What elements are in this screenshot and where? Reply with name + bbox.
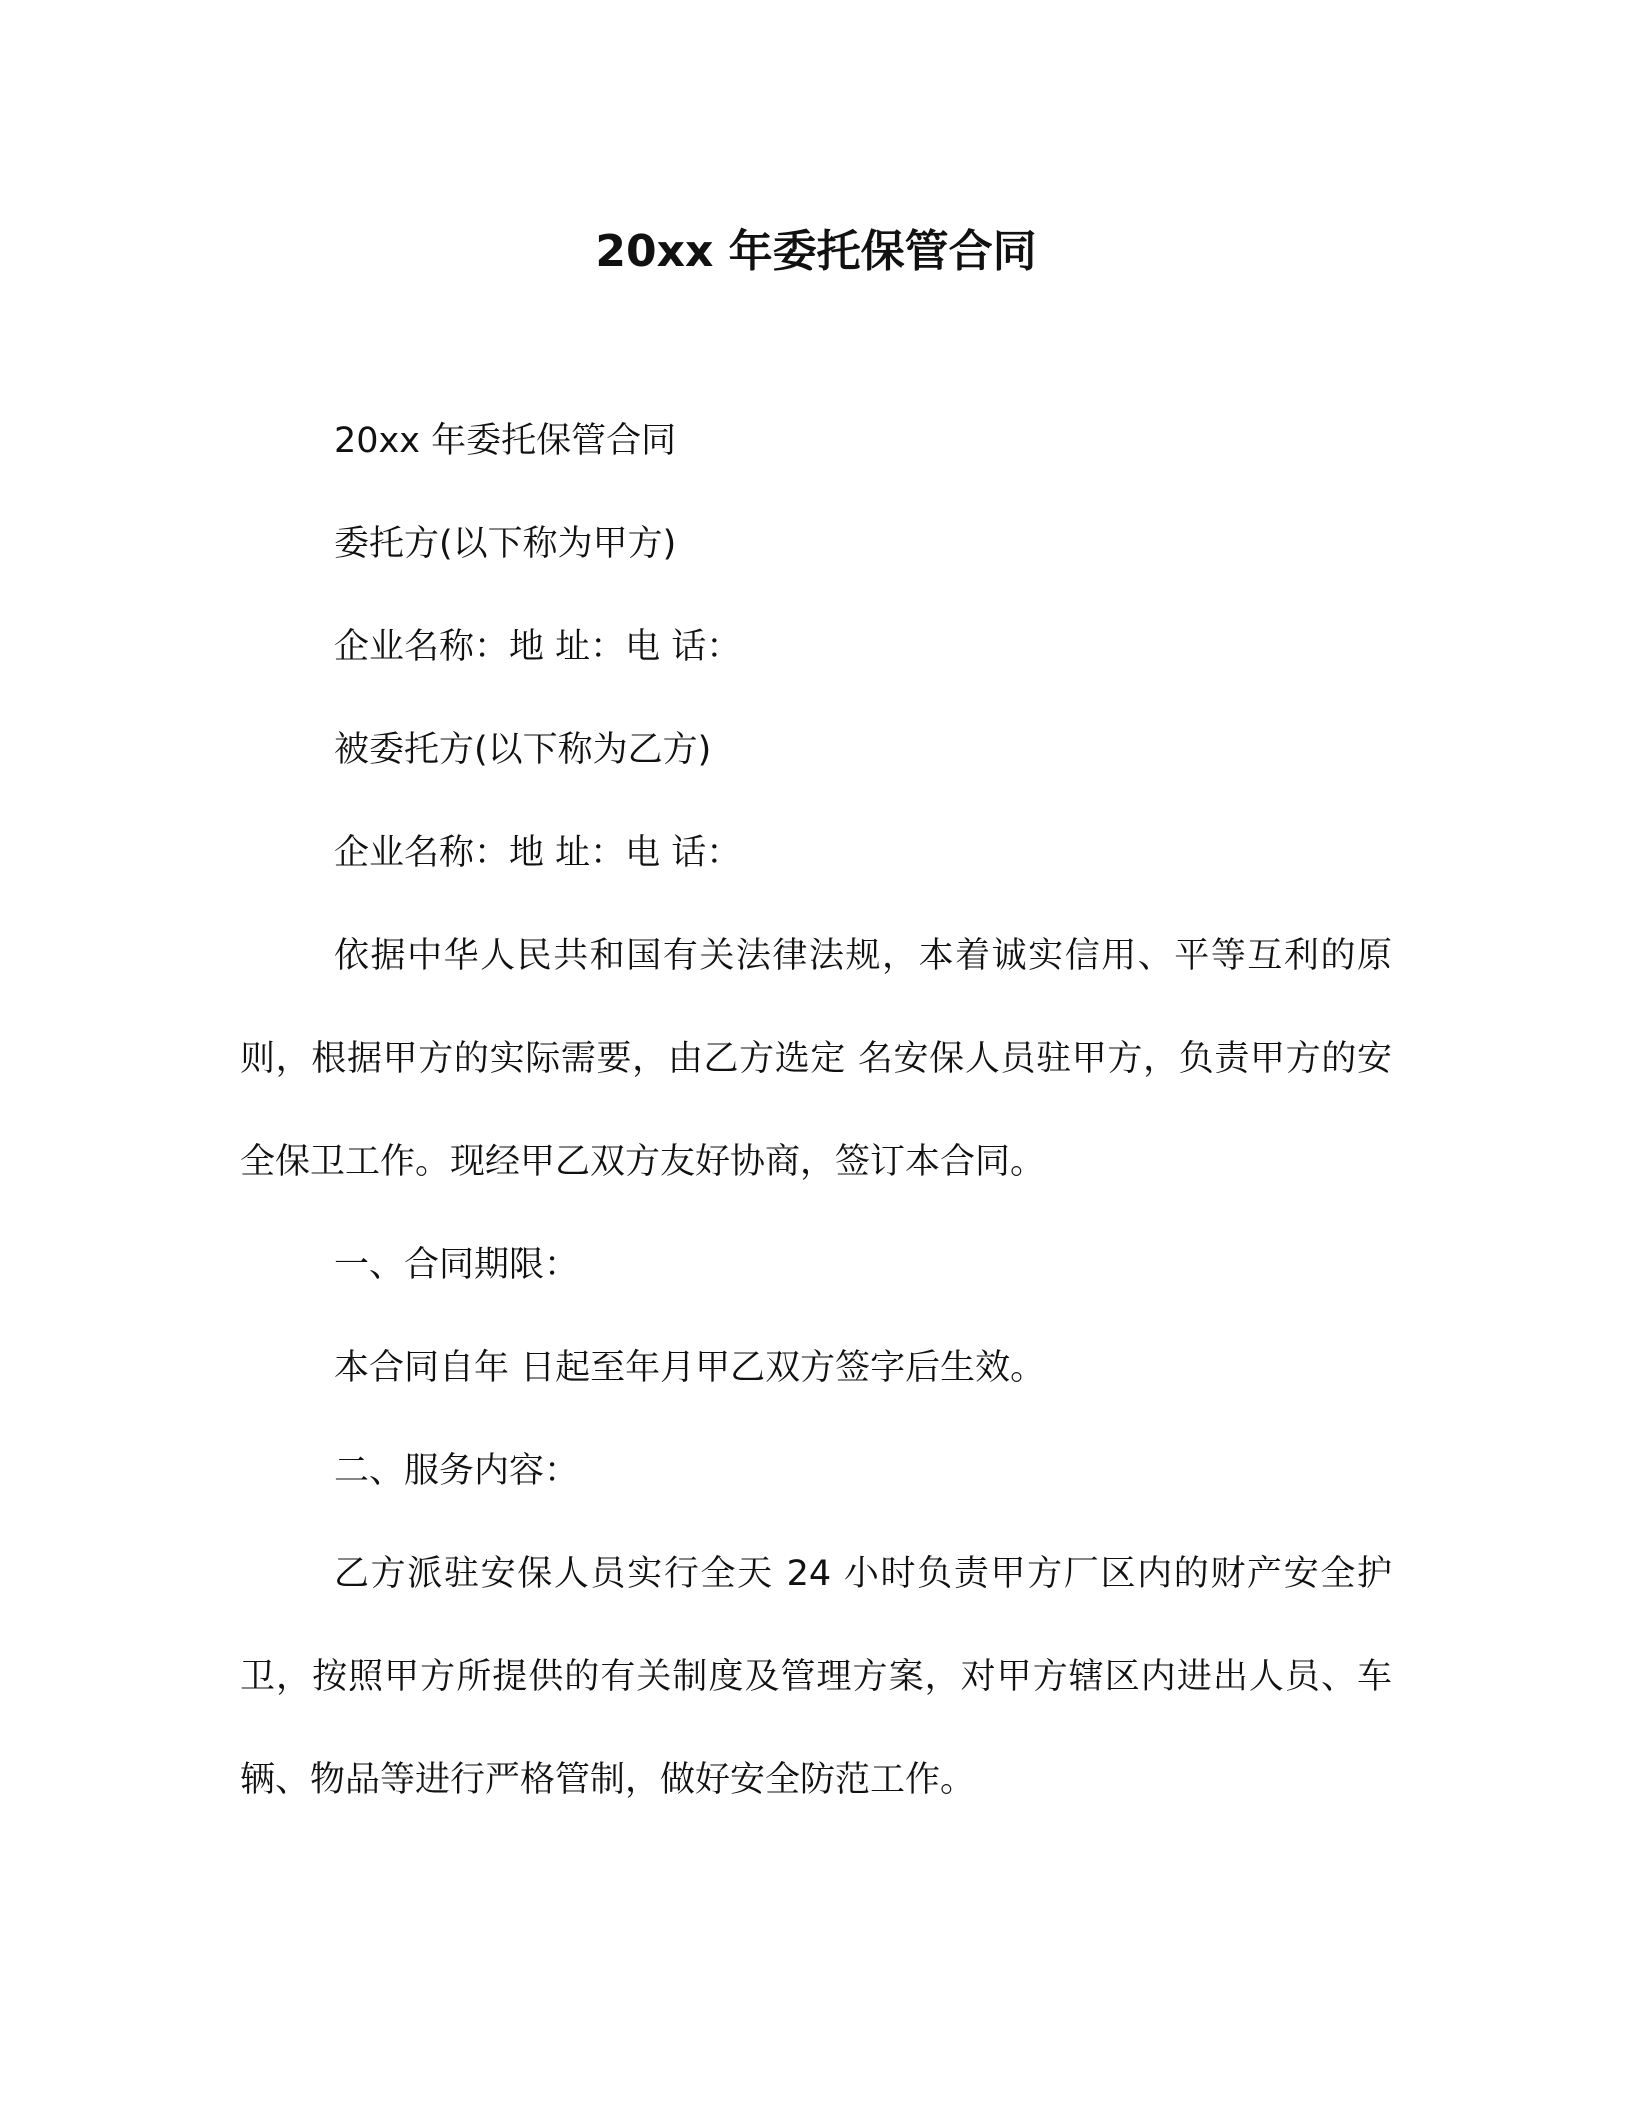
document-title: 20xx 年委托保管合同 bbox=[595, 226, 1037, 277]
party-a-info: 企业名称：地 址：电 话： bbox=[334, 627, 742, 667]
section-term-text: 本合同自年 日起至年月甲乙双方签字后生效。 bbox=[334, 1348, 1046, 1388]
subtitle-line: 20xx 年委托保管合同 bbox=[334, 421, 677, 461]
party-b-info: 企业名称：地 址：电 话： bbox=[334, 833, 742, 873]
party-b-heading: 被委托方(以下称为乙方) bbox=[334, 730, 712, 770]
document-body bbox=[240, 390, 1392, 1832]
party-a-heading: 委托方(以下称为甲方) bbox=[334, 524, 677, 564]
preamble-paragraph: 依据中华人民共和国有关法律法规，本着诚实信用、平等互利的原则，根据甲方的实际需要，由乙方选定 名安保人员驻甲方，负责甲方的安全保卫工作。现经甲乙双方友好协商，签订本合同。 bbox=[240, 936, 1392, 1182]
section-term-heading: 一、合同期限： bbox=[334, 1245, 580, 1285]
section-service-text: 乙方派驻安保人员实行全天 24 小时负责甲方厂区内的财产安全护卫，按照甲方所提供的有关制度及管理方案，对甲方辖区内进出人员、车辆、物品等进行严格管制，做好安全防范工作。 bbox=[240, 1554, 1392, 1800]
section-service-heading: 二、服务内容： bbox=[334, 1451, 580, 1491]
